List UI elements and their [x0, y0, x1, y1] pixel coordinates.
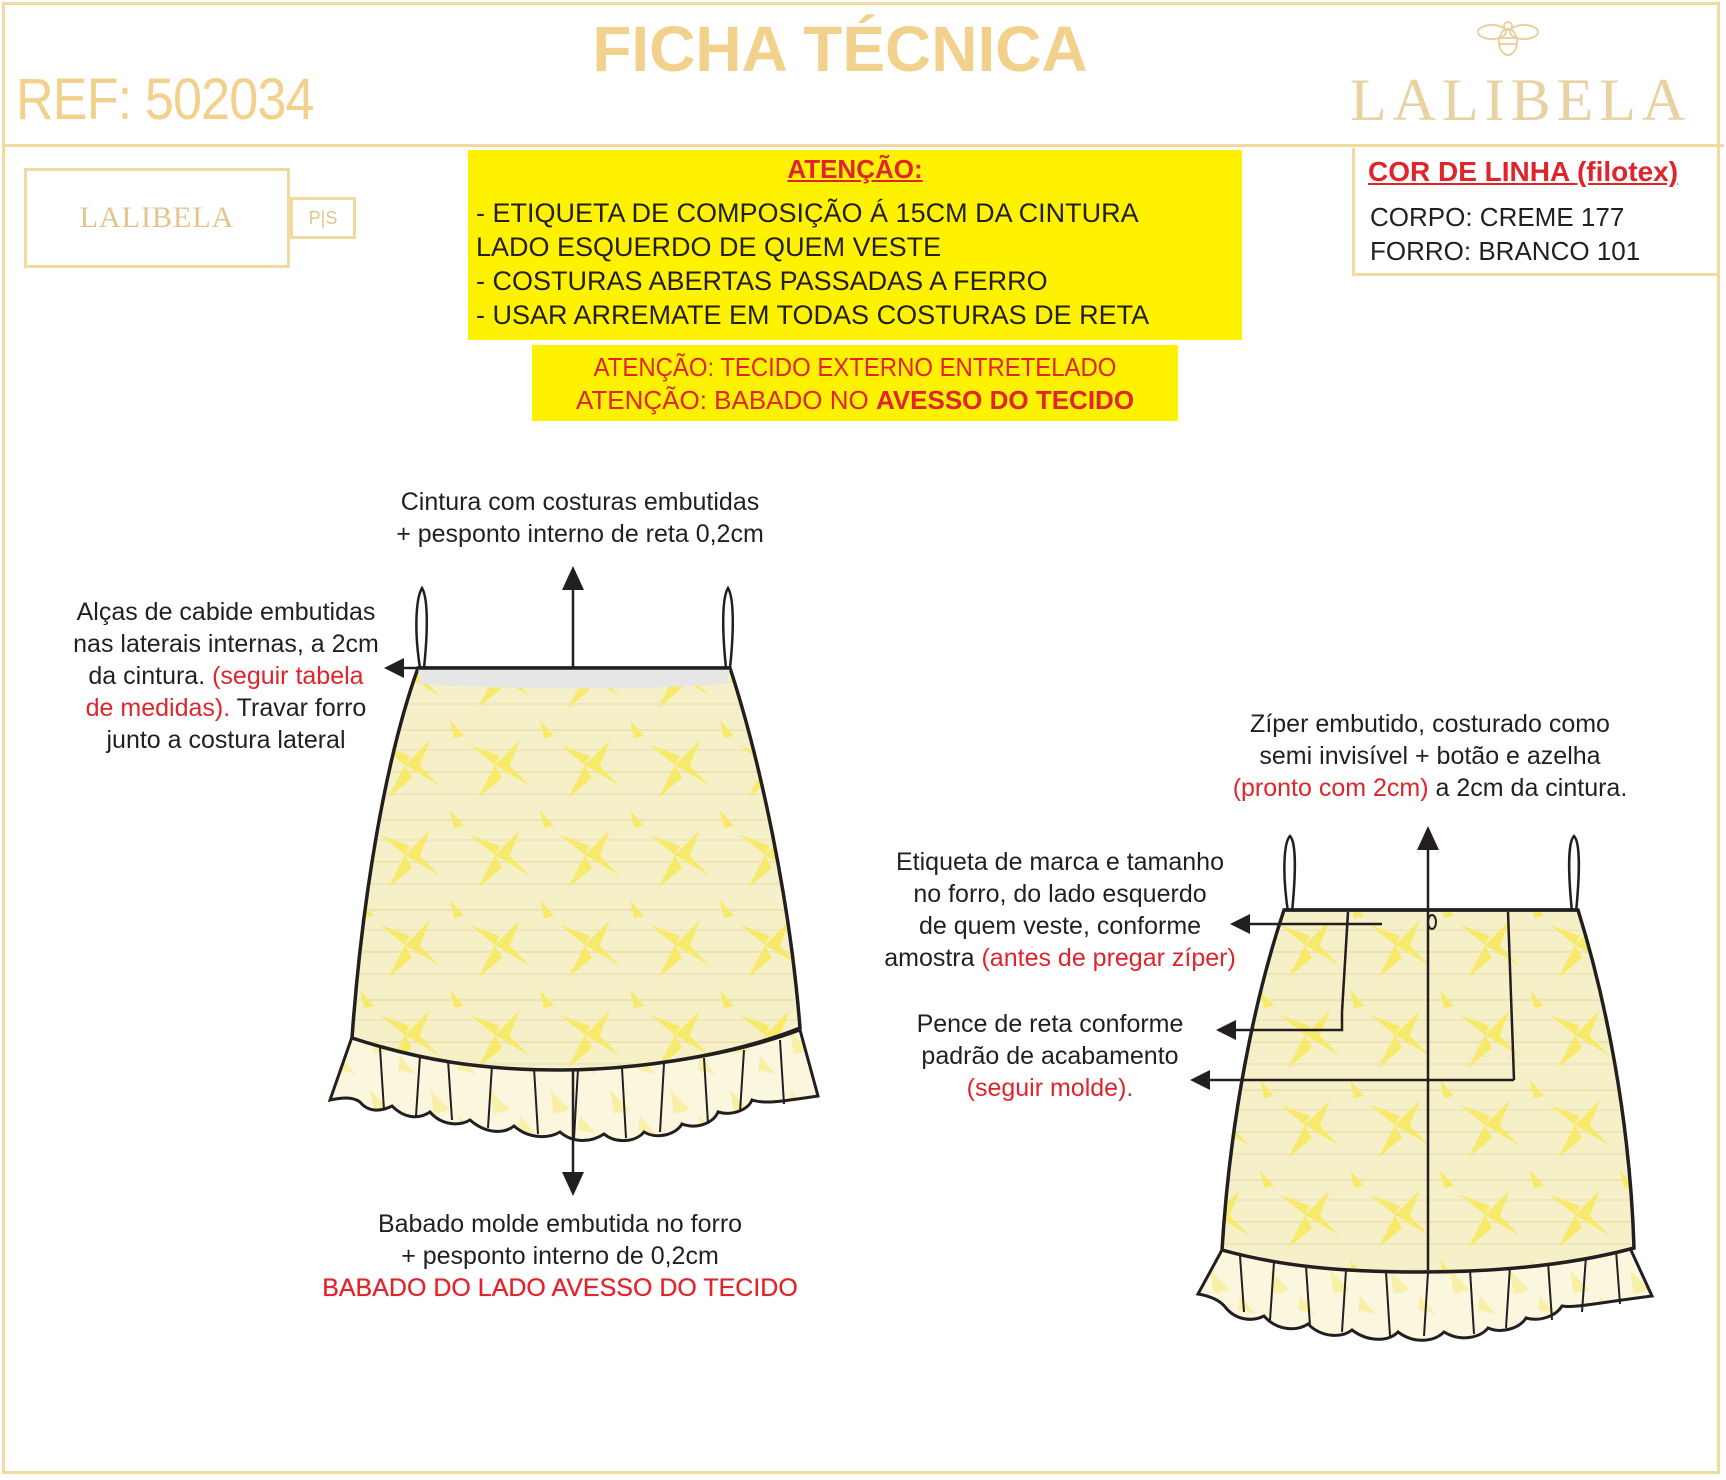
back-hanger-loop-right [1569, 836, 1579, 912]
thread-lining-color: FORRO: BRANCO 101 [1370, 236, 1641, 266]
tag-note-text: amostra [884, 944, 982, 972]
hanger-note-highlight: (seguir tabela [212, 662, 364, 690]
waist-note-line: + pesponto interno de reta 0,2cm [396, 520, 764, 548]
attention-line: - COSTURAS ABERTAS PASSADAS A FERRO [476, 266, 1048, 296]
attention-line: LADO ESQUERDO DE QUEM VESTE [476, 232, 942, 262]
reference-code: REF: 502034 [16, 67, 314, 132]
ruffle-note-prefix: ATENÇÃO: BABADO NO [575, 385, 876, 415]
hanger-note-line [36, 692, 416, 724]
thread-color-title: COR DE LINHA (filotex) [1368, 156, 1679, 187]
page-title: FICHA TÉCNICA [592, 13, 1088, 85]
brand-logo: LALIBELA [1350, 67, 1692, 133]
front-skirt-body [352, 668, 800, 1070]
attention-line: - ETIQUETA DE COMPOSIÇÃO Á 15CM DA CINTURA [476, 198, 1139, 228]
tag-note-line [850, 942, 1270, 974]
dart-note [870, 1008, 1230, 1104]
ruffle-note-line: + pesponto interno de 0,2cm [401, 1242, 719, 1270]
front-hanger-loop-left [416, 588, 426, 668]
ruffle-note-warning: BABADO DO LADO AVESSO DO TECIDO [322, 1274, 798, 1302]
tag-note-line: no forro, do lado esquerdo [913, 880, 1207, 908]
thread-body-color: CORPO: CREME 177 [1370, 202, 1625, 232]
size-label: P|S [290, 197, 356, 239]
zipper-note-highlight: (pronto com 2cm) [1232, 774, 1429, 802]
front-hanger-loop-right [723, 588, 733, 668]
zipper-note-line: semi invisível + botão e azelha [1259, 742, 1601, 770]
zipper-note-text: a 2cm da cintura. [1428, 774, 1628, 802]
back-hanger-loop-left [1284, 836, 1294, 912]
hanger-note-line: nas laterais internas, a 2cm [73, 630, 379, 658]
zipper-note [1180, 708, 1680, 804]
zipper-note-line: Zíper embutido, costurado como [1250, 710, 1610, 738]
attention-line: - USAR ARREMATE EM TODAS COSTURAS DE RETA [476, 300, 1150, 330]
tag-note-line: Etiqueta de marca e tamanho [896, 848, 1224, 876]
front-waist-lining [418, 668, 730, 689]
ruffle-construction-note [260, 1208, 860, 1304]
hanger-note-text: Travar forro [230, 694, 367, 722]
dart-note-highlight: (seguir molde). [966, 1074, 1134, 1102]
hanger-note-line [36, 660, 416, 692]
zipper-note-line [1180, 772, 1680, 804]
waist-note-line: Cintura com costuras embutidas [400, 488, 760, 516]
brand-tag-note [850, 846, 1270, 974]
waist-note [360, 486, 800, 550]
ruffle-note-bold: AVESSO DO TECIDO [875, 385, 1135, 415]
fabric-note: ATENÇÃO: TECIDO EXTERNO ENTRETELADO [593, 352, 1117, 382]
ruffle-note-line: Babado molde embutida no forro [377, 1210, 743, 1238]
hanger-loop-note [36, 596, 416, 756]
brand-label: LALIBELA [24, 168, 290, 268]
hanger-note-highlight: de medidas). [85, 694, 231, 722]
hanger-note-text: da cintura. [88, 662, 213, 690]
tag-note-line: de quem veste, conforme [918, 912, 1202, 940]
tag-note-highlight: (antes de pregar zíper) [981, 944, 1236, 972]
dart-note-line: Pence de reta conforme [916, 1010, 1184, 1038]
hanger-note-line: junto a costura lateral [106, 726, 346, 754]
attention-title: ATENÇÃO: [787, 154, 923, 184]
dart-note-line: padrão de acabamento [921, 1042, 1179, 1070]
hanger-note-line: Alças de cabide embutidas [76, 598, 376, 626]
